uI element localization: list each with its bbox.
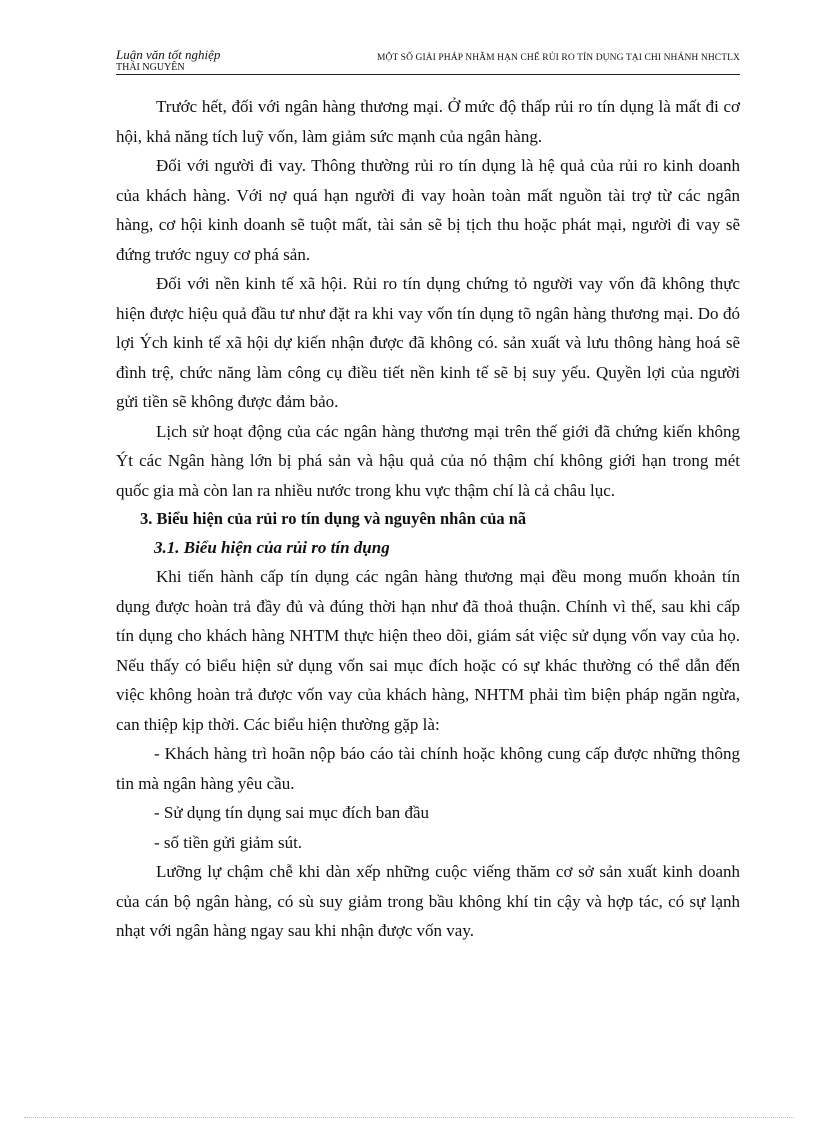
document-body [116,92,740,946]
page-header [116,46,740,75]
list-item: - số tiền gửi giảm sút. [154,832,303,852]
section-heading-3: 3. Biểu hiện của rủi ro tín dụng và nguyên nhân của nã [140,509,527,528]
footer-divider [24,1117,794,1118]
paragraph-economy: Đối với nền kinh tế xã hội. Rủi ro tín dụng chứng tỏ người vay vốn đã không thực hiện được hiệu quả đầu tư như đặt ra khi vay vốn tín dụng tõ ngân hàng thương mại. Do đó lợi Ých kinh tế xã hội dự kiến nhận được đã không có. sản xuất và lưu thông hàng hoá sẽ đình trệ, chức năng làm công cụ điều tiết nền kinh tế sẽ bị suy yếu. Quyền lợi của người gửi tiền sẽ không được đảm bảo. [116,274,740,411]
paragraph-hesitation: Lưỡng lự chậm chễ khi dàn xếp những cuộc viếng thăm cơ sở sản xuất kinh doanh của cán bộ ngân hàng, có sù suy giảm trong bầu không khí tin cậy và hợp tác, có sự lạnh nhạt với ngân hàng ngay sau khi nhận được vốn vay. [116,862,740,940]
header-location: THÁI NGUYÊN [116,62,185,73]
list-item: - Khách hàng trì hoãn nộp báo cáo tài chính hoặc không cung cấp được những thông tin mà ngân hàng yêu cầu. [116,744,740,793]
paragraph-borrowers: Đối với người đi vay. Thông thường rủi ro tín dụng là hệ quả của rủi ro kinh doanh của khách hàng. Với nợ quá hạn người đi vay hoàn toàn mất nguồn tài trợ từ các ngân hàng, cơ hội kinh doanh sẽ tuột mất, tài sản sẽ bị tịch thu hoặc phát mại, người đi vay sẽ đứng trước nguy cơ phá sản. [116,156,740,264]
list-item: - Sử dụng tín dụng sai mục đích ban đầu [154,803,430,822]
paragraph-manifestations: Khi tiến hành cấp tín dụng các ngân hàng thương mại đều mong muốn khoản tín dụng được hoàn trả đầy đủ và đúng thời hạn như đã thoả thuận. Chính vì thế, sau khi cấp tín dụng cho khách hàng NHTM thực hiện theo dõi, giám sát việc sử dụng vốn vay của họ. Nếu thấy có biểu hiện sử dụng vốn sai mục đích hoặc có sự khác thường có thể dẫn đến việc không hoàn trả được vốn vay của khách hàng, NHTM phải tìm biện pháp ngăn ngừa, can thiệp kịp thời. Các biểu hiện thường gặp là: [116,567,740,734]
header-left [116,48,220,73]
paragraph-history: Lịch sử hoạt động của các ngân hàng thương mại trên thế giới đã chứng kiến không Ýt các Ngân hàng lớn bị phá sản và hậu quả của nó thậm chí không giới hạn trong mét quốc gia mà còn lan ra nhiều nước trong khu vực thậm chí là cả châu lục. [116,421,740,500]
header-document-title: MỘT SỐ GIẢI PHÁP NHẰM HẠN CHẾ RỦI RO TÍN DỤNG TẠI CHI NHÁNH NHCTLX [376,53,740,63]
paragraph-banks: Trước hết, đối với ngân hàng thương mại. Ở mức độ thấp rủi ro tín dụng là mất đi cơ hội, khả năng tích luỹ vốn, làm giảm sức mạnh của ngân hàng. [116,97,740,146]
header-thesis-label: Luận văn tốt nghiệp [116,47,221,62]
subsection-heading-3-1: 3.1. Biểu hiện của rủi ro tín dụng [154,538,390,557]
